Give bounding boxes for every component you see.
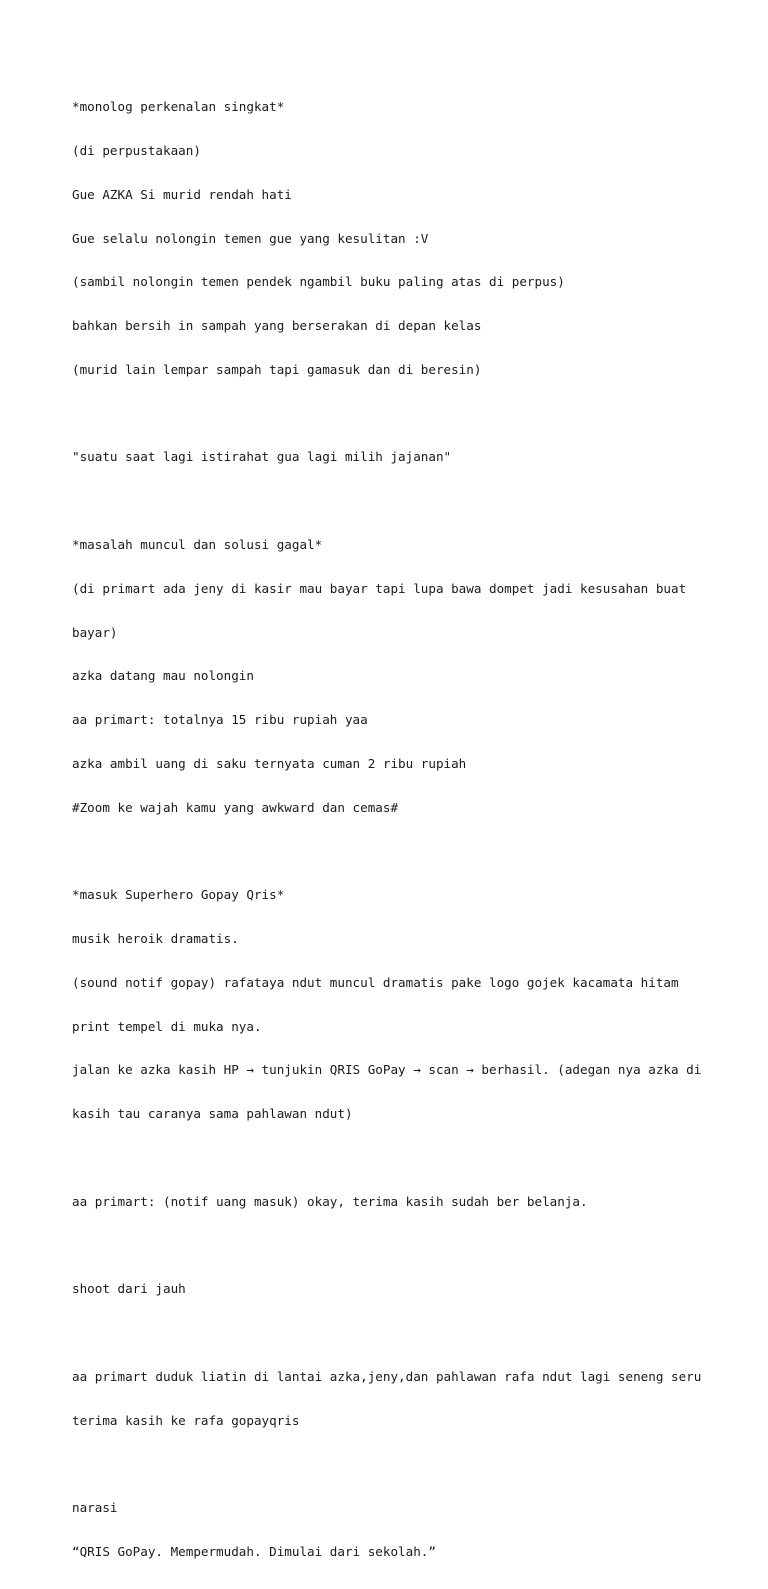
script-text [72,71,712,1589]
text-line: bahkan bersih in sampah yang berserakan di depan kelas [72,318,482,334]
text-line: (murid lain lempar sampah tapi gamasuk dan di beresin) [72,361,482,377]
text-line: Gue AZKA Si murid rendah hati [72,186,292,202]
text-line: kasih tau caranya sama pahlawan ndut) [72,1106,353,1122]
text-line: azka datang mau nolongin [72,668,254,684]
text-line: aa primart duduk liatin di lantai azka,jeny,dan pahlawan rafa ndut lagi seneng seru [72,1368,702,1384]
text-line: "suatu saat lagi istirahat gua lagi milih jajanan" [72,449,452,465]
blank-line [72,1239,712,1254]
blank-line [72,1326,712,1341]
text-line: azka ambil uang di saku ternyata cuman 2 ribu rupiah [72,755,467,771]
text-line: bayar) [72,624,118,640]
text-line: (di perpustakaan) [72,142,201,158]
text-line: narasi [72,1500,118,1516]
blank-line [72,1151,712,1166]
text-line: jalan ke azka kasih HP → tunjukin QRIS GoPay → scan → berhasil. (adegan nya azka di [72,1062,702,1078]
text-line: (sambil nolongin temen pendek ngambil buku paling atas di perpus) [72,274,565,290]
text-line: Gue selalu nolongin temen gue yang kesulitan :V [72,230,429,246]
text-line: #Zoom ke wajah kamu yang awkward dan cemas# [72,799,399,815]
text-line: *masalah muncul dan solusi gagal* [72,537,323,552]
blank-line [72,494,712,509]
text-line: shoot dari jauh [72,1281,186,1297]
text-line: (sound notif gopay) rafataya ndut muncul dramatis pake logo gojek kacamata hitam [72,974,679,990]
text-line: *masuk Superhero Gopay Qris* [72,887,285,903]
blank-line [72,407,712,422]
text-line: (di primart ada jeny di kasir mau bayar tapi lupa bawa dompet jadi kesusahan buat [72,580,687,596]
text-line: aa primart: (notif uang masuk) okay, terima kasih sudah ber belanja. [72,1193,588,1209]
text-line: terima kasih ke rafa gopayqris [72,1412,300,1428]
text-line: musik heroik dramatis. [72,931,239,947]
blank-line [72,844,712,859]
text-line: “QRIS GoPay. Mempermudah. Dimulai dari sekolah.” [72,1543,436,1559]
text-line: print tempel di muka nya. [72,1018,262,1034]
blank-line [72,1457,712,1472]
text-line: aa primart: totalnya 15 ribu rupiah yaa [72,712,368,728]
text-line: *monolog perkenalan singkat* [72,99,285,115]
